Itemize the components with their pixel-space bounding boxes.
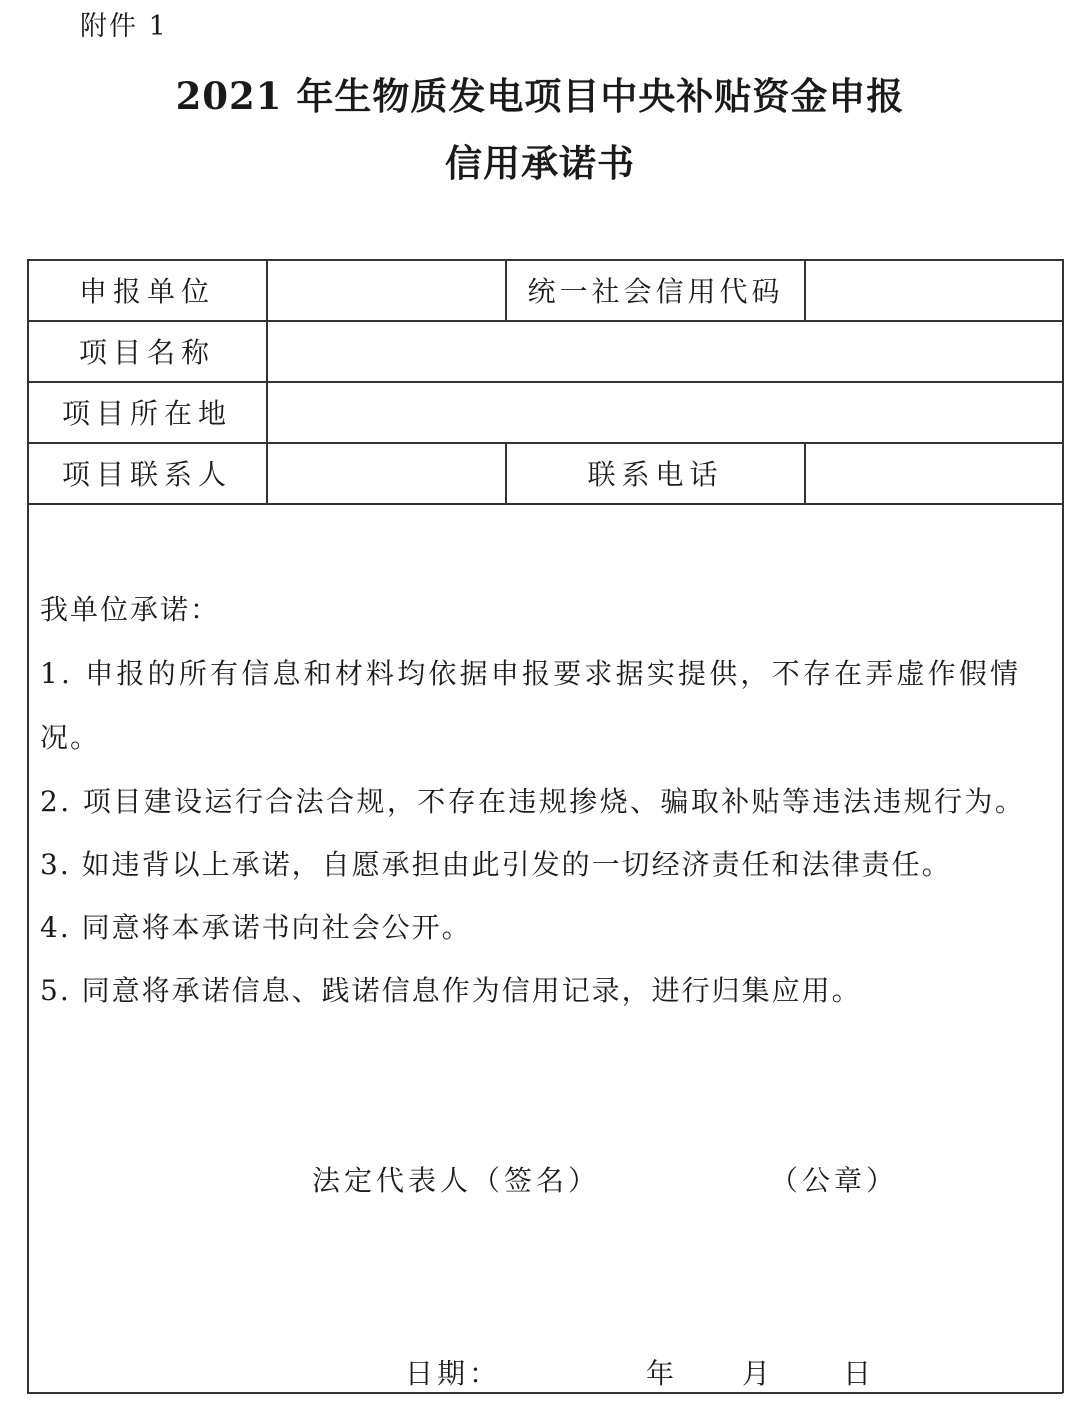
commitment-item-1-line-2: 况。 [40,721,101,754]
commitment-item-1-line-1: 1. 申报的所有信息和材料均依据申报要求据实提供，不存在弄虚作假情 [40,657,1022,690]
commitment-item-2: 2. 项目建设运行合法合规，不存在违规掺烧、骗取补贴等违法违规行为。 [40,785,1026,818]
date-day-label: 日 [843,1357,876,1390]
project-location-label: 项目所在地 [61,397,232,430]
attachment-label: 附件 1 [80,11,168,42]
project-contact-label: 项目联系人 [61,458,232,491]
project-contact-field[interactable] [268,443,505,503]
date-year-label: 年 [646,1357,679,1390]
commitment-intro: 我单位承诺： [40,593,221,626]
credit-code-field[interactable] [806,260,1062,320]
commitment-item-5: 5. 同意将承诺信息、践诺信息作为信用记录，进行归集应用。 [40,974,862,1007]
commitment-item-3: 3. 如违背以上承诺，自愿承担由此引发的一切经济责任和法律责任。 [40,848,952,881]
official-seal-label: （公章） [770,1164,899,1197]
applicant-field[interactable] [268,260,505,320]
project-name-label: 项目名称 [78,336,215,369]
commitment-item-4: 4. 同意将本承诺书向社会公开。 [40,911,472,944]
legal-representative-signature-label: 法定代表人（签名） [312,1164,601,1197]
project-name-field[interactable] [268,321,1062,381]
document-title-line-1: 2021 年生物质发电项目中央补贴资金申报 [175,74,905,118]
phone-label: 联系电话 [587,458,724,491]
document-title-line-2: 信用承诺书 [445,141,635,185]
credit-code-label: 统一社会信用代码 [527,275,784,308]
project-location-field[interactable] [268,382,1062,442]
date-label: 日期： [405,1357,502,1390]
phone-field[interactable] [806,443,1062,503]
applicant-label: 申报单位 [78,275,215,308]
date-month-label: 月 [742,1357,775,1390]
